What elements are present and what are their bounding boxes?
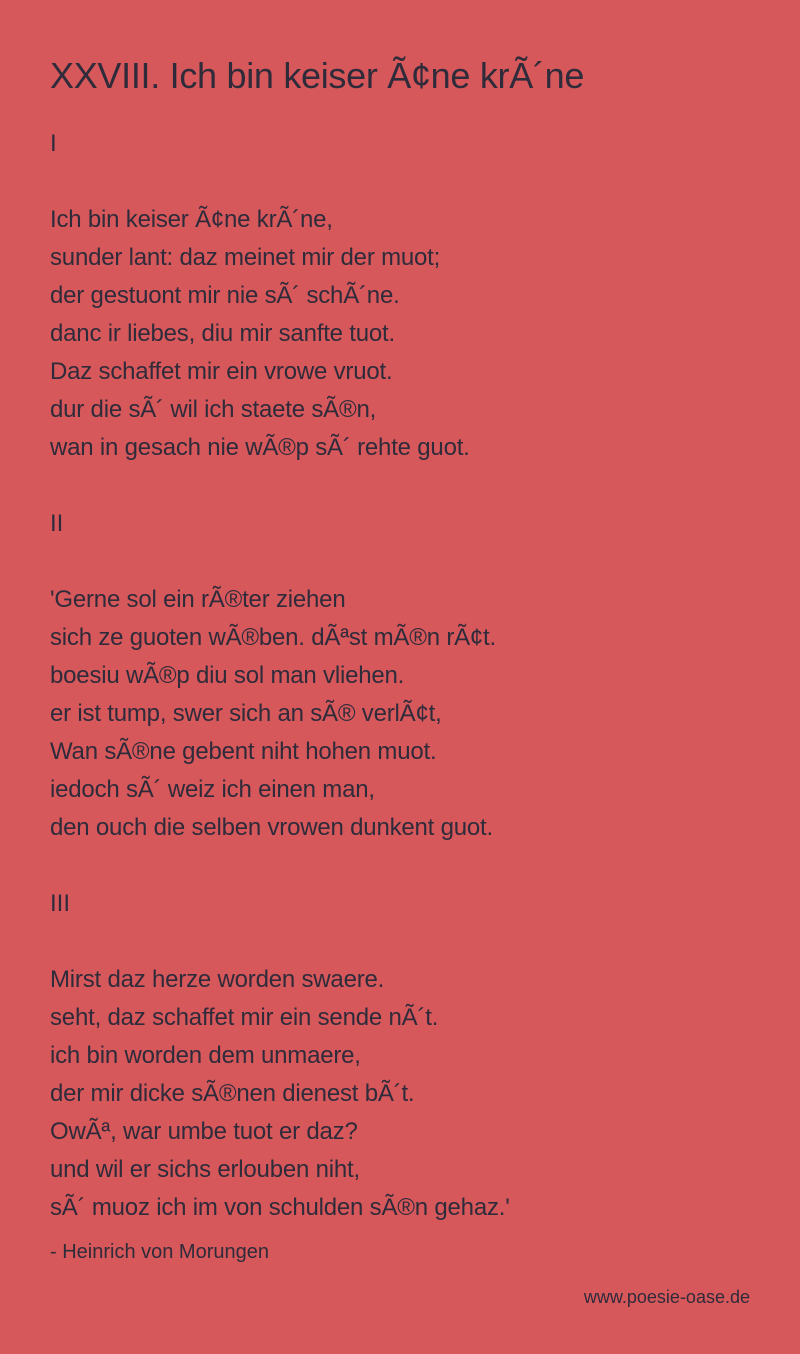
verse-line: der mir dicke sÃ®nen dienest bÃ´t. xyxy=(50,1080,415,1107)
stanza-1 xyxy=(50,201,470,467)
stanza-2 xyxy=(50,581,496,847)
poem-title: XXVIII. Ich bin keiser Ã¢ne krÃ´ne xyxy=(50,55,585,96)
verse-line: seht, daz schaffet mir ein sende nÃ´t. xyxy=(50,1004,439,1031)
verse-line: ich bin worden dem unmaere, xyxy=(50,1042,361,1069)
verse-line: er ist tump, swer sich an sÃ® verlÃ¢t, xyxy=(50,700,442,727)
verse-line: iedoch sÃ´ weiz ich einen man, xyxy=(50,776,375,803)
verse-line: Wan sÃ®ne gebent niht hohen muot. xyxy=(50,738,437,765)
stanza-3 xyxy=(50,961,510,1227)
verse-line: der gestuont mir nie sÃ´ schÃ´ne. xyxy=(50,282,400,309)
verse-line: wan in gesach nie wÃ®p sÃ´ rehte guot. xyxy=(50,434,470,461)
stanza-label-2: II xyxy=(50,510,64,537)
verse-line: Mirst daz herze worden swaere. xyxy=(50,966,385,993)
verse-line: sÃ´ muoz ich im von schulden sÃ®n gehaz.' xyxy=(50,1194,510,1221)
poem-author: - Heinrich von Morungen xyxy=(50,1241,269,1263)
verse-line: Daz schaffet mir ein vrowe vruot. xyxy=(50,358,393,385)
website-link[interactable]: www.poesie-oase.de xyxy=(583,1287,750,1307)
stanza-label-1: I xyxy=(50,130,57,157)
verse-line: danc ir liebes, diu mir sanfte tuot. xyxy=(50,320,395,347)
verse-line: und wil er sichs erlouben niht, xyxy=(50,1156,360,1183)
verse-line: 'Gerne sol ein rÃ®ter ziehen xyxy=(50,586,346,613)
verse-line: Ich bin keiser Ã¢ne krÃ´ne, xyxy=(50,206,333,233)
verse-line: OwÃª, war umbe tuot er daz? xyxy=(50,1118,358,1145)
verse-line: sich ze guoten wÃ®ben. dÃªst mÃ®n rÃ¢t. xyxy=(50,624,496,651)
verse-line: boesiu wÃ®p diu sol man vliehen. xyxy=(50,662,405,689)
verse-line: den ouch die selben vrowen dunkent guot. xyxy=(50,814,493,841)
verse-line: dur die sÃ´ wil ich staete sÃ®n, xyxy=(50,396,377,423)
stanza-label-3: III xyxy=(50,890,71,917)
verse-line: sunder lant: daz meinet mir der muot; xyxy=(50,244,441,271)
